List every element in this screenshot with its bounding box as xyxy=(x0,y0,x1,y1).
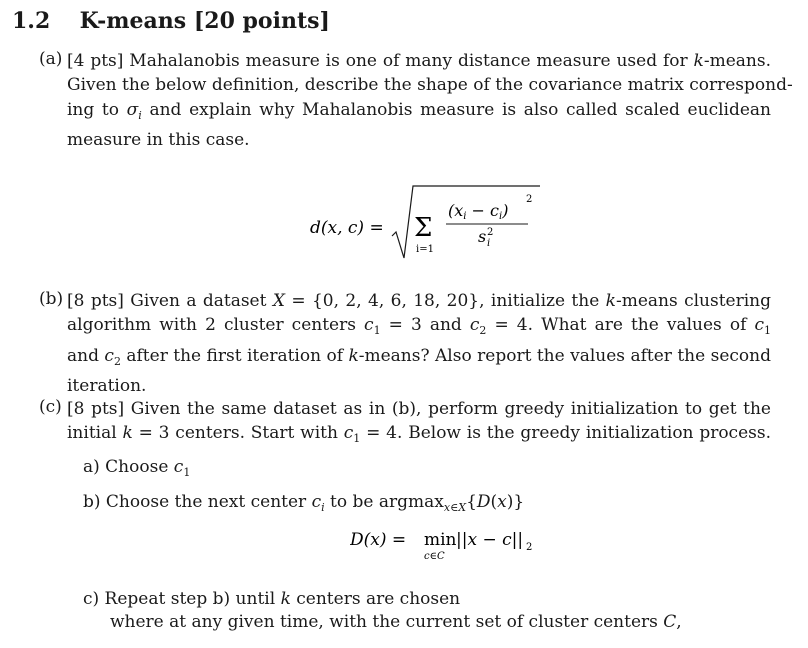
part-a-line-1: [4 pts] Mahalanobis measure is one of many distance measure used for k-means. xyxy=(67,51,771,71)
part-c-text xyxy=(67,397,771,452)
step-c: c) Repeat step b) until k centers are chosen xyxy=(83,589,461,609)
part-b-line-3: and $c_2$ after the first iteration of k-means? Also report the values after the second xyxy=(67,345,771,368)
dist-norm: ||x − c|| xyxy=(456,530,524,550)
part-b-label: (b) xyxy=(39,289,64,309)
part-b-line-4: iteration. xyxy=(67,375,147,396)
numerator: (xi − ci) xyxy=(448,201,509,222)
denominator-exponent: 2 xyxy=(487,227,494,238)
denominator-subscript: i xyxy=(487,238,491,249)
dist-min: min xyxy=(424,530,457,550)
part-b-line-2: algorithm with 2 cluster centers $c_1 = 3$ and $c_2 = 4$. What are the values of $c_1$ xyxy=(67,315,771,338)
part-a-text xyxy=(67,49,793,152)
distance-formula xyxy=(350,525,550,565)
step-a: a) Choose $c_1$ xyxy=(83,457,191,479)
part-c-label: (c) xyxy=(39,397,62,417)
section-heading xyxy=(12,8,330,34)
part-a-line-4: measure in this case. xyxy=(67,129,250,150)
dist-norm-sub: 2 xyxy=(526,542,533,553)
part-a-line-2: Given the below definition, describe the shape of the covariance matrix correspond- xyxy=(67,75,793,96)
sum-symbol: Σ xyxy=(414,213,433,243)
sum-index: i=1 xyxy=(416,244,434,255)
part-b-text xyxy=(67,289,771,398)
part-c-line-2: initial k = 3 centers. Start with $c_1 = 4$. Below is the greedy initialization process. xyxy=(67,423,771,446)
section-number: 1.2 xyxy=(12,8,51,34)
part-c-line-1: [8 pts] Given the same dataset as in (b), perform greedy initialization to get the xyxy=(67,399,771,419)
dist-min-sub: c∈C xyxy=(424,551,445,562)
denominator: s xyxy=(478,227,487,246)
part-a-label: (a) xyxy=(39,49,63,69)
section-title: K-means [20 points] xyxy=(79,8,330,34)
formula-lhs: d(x, c) = xyxy=(310,218,384,238)
dist-lhs: D(x) = xyxy=(350,530,407,550)
step-b: b) Choose the next center $c_i$ to be argmax$_{x\in X}${D(x)} xyxy=(83,492,525,514)
mahalanobis-formula xyxy=(300,180,540,266)
numerator-exponent: 2 xyxy=(526,194,533,205)
part-a-line-3: ing to $\sigma_i$ and explain why Mahalanobis measure is also called scaled euclidean xyxy=(67,99,771,122)
part-b-line-1: [8 pts] Given a dataset X = {0, 2, 4, 6, 18, 20}, initialize the k-means clustering xyxy=(67,291,771,311)
trailing-line: where at any given time, with the current set of cluster centers C, xyxy=(110,612,682,632)
